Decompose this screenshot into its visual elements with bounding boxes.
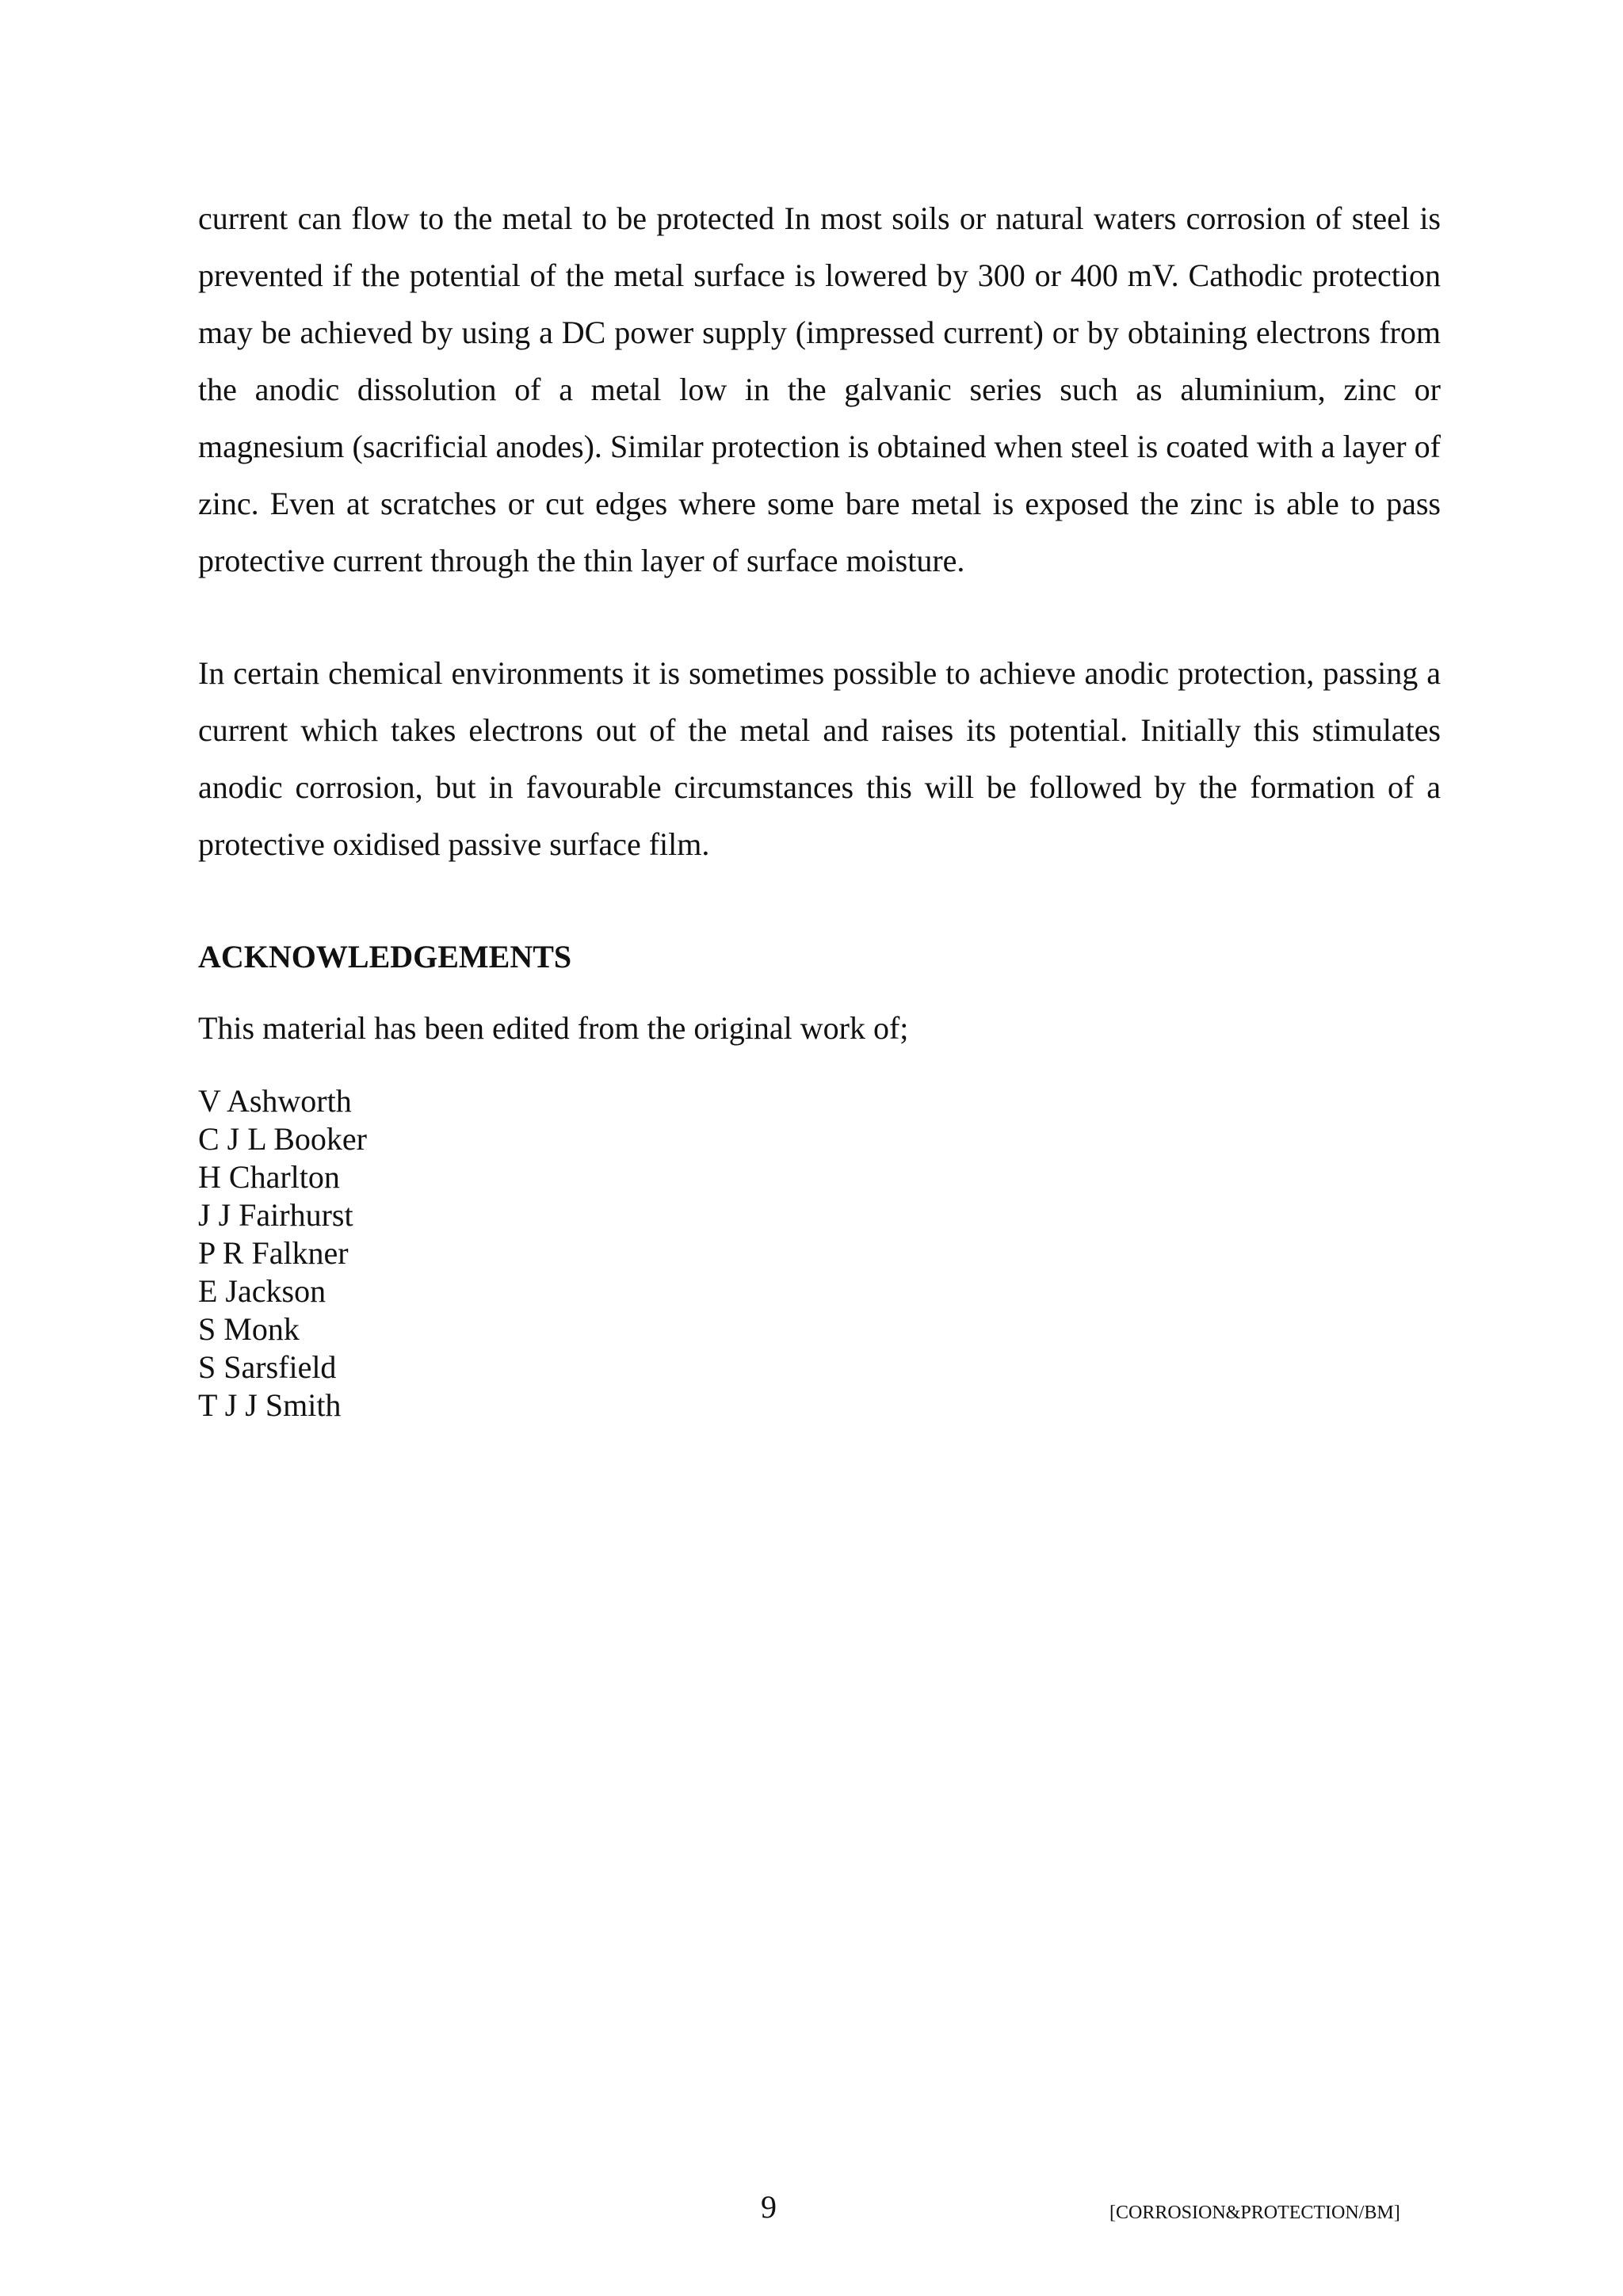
contributor-name: T J J Smith — [198, 1387, 342, 1423]
contributor-name: H Charlton — [198, 1159, 340, 1195]
contributor-list — [198, 1082, 1441, 1425]
contributor-name: E Jackson — [198, 1273, 327, 1309]
acknowledgements-heading: ACKNOWLEDGEMENTS — [198, 939, 572, 974]
contributor-name: C J L Booker — [198, 1121, 367, 1157]
page-content — [198, 190, 1441, 1425]
body-paragraph-2: In certain chemical environments it is sometimes possible to achieve anodic protection, passing a current which takes electrons out of the metal and raises its potential. Initially this stimulates anodic corrosion, but in favourable circumstances this will be followed by the formation of a protective oxidised passive surface film. — [198, 655, 1441, 862]
body-paragraph-1: current can flow to the metal to be protected In most soils or natural waters corrosion of steel is prevented if the potential of the metal surface is lowered by 300 or 400 mV. Cathodic protection may be achieved by using a DC power supply (impressed current) or by obtaining electrons from the anodic dissolution of a metal low in the galvanic series such as aluminium, zinc or magnesium (sacrificial anodes). Similar protection is obtained when steel is coated with a layer of zinc. Even at scratches or cut edges where some bare metal is exposed the zinc is able to pass protective current through the thin layer of surface moisture. — [198, 200, 1441, 578]
acknowledgements-intro: This material has been edited from the original work of; — [198, 1010, 909, 1046]
page-number: 9 — [761, 2189, 777, 2225]
contributor-name: P R Falkner — [198, 1235, 349, 1271]
contributor-name: J J Fairhurst — [198, 1197, 353, 1233]
contributor-name: S Monk — [198, 1311, 300, 1347]
document-reference: [CORROSION&PROTECTION/BM] — [1109, 2203, 1400, 2223]
contributor-name: S Sarsfield — [198, 1349, 337, 1385]
contributor-name: V Ashworth — [198, 1083, 352, 1119]
